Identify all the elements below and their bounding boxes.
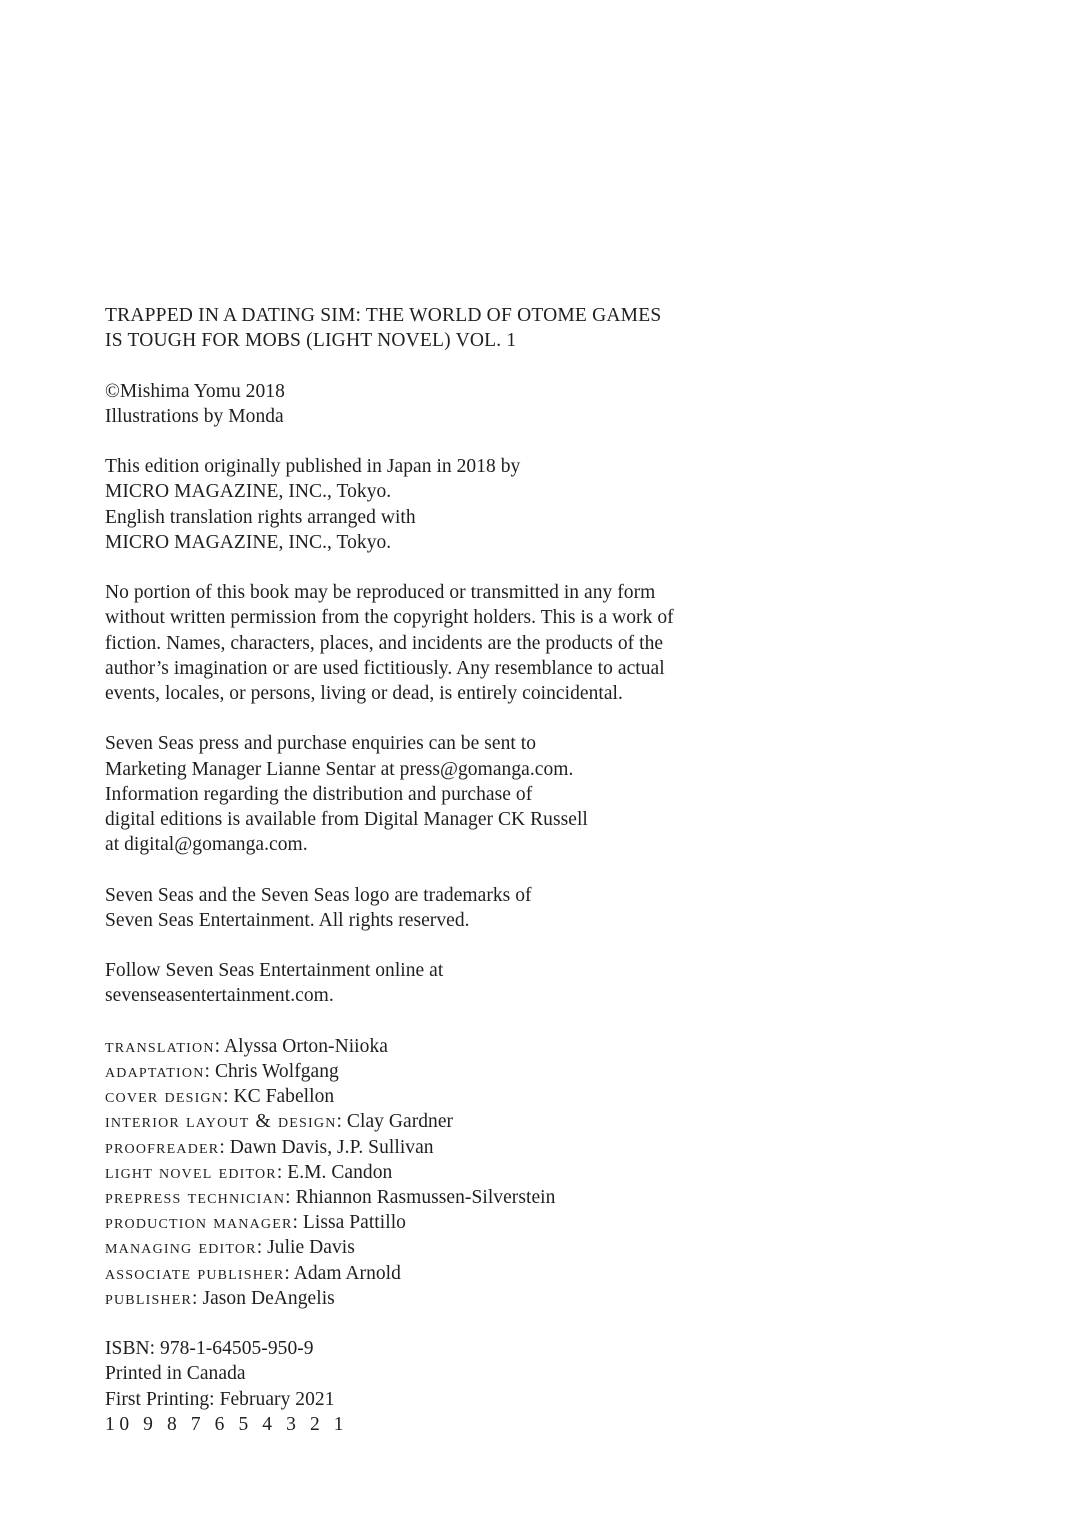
- edition-line: English translation rights arranged with: [105, 506, 416, 528]
- credit-separator: :: [223, 1086, 234, 1108]
- contact-line: Information regarding the distribution and purchase of: [105, 783, 533, 805]
- credit-name: Lissa Pattillo: [302, 1212, 406, 1234]
- credit-line: [105, 1210, 745, 1235]
- credit-name: KC Fabellon: [233, 1086, 335, 1108]
- illustrator-line: Illustrations by Monda: [105, 405, 284, 427]
- credit-name: Chris Wolfgang: [214, 1060, 339, 1082]
- isbn-line: ISBN: 978-1-64505-950-9: [105, 1338, 314, 1360]
- credit-role: adaptation: [105, 1060, 205, 1082]
- credit-name: Jason DeAngelis: [202, 1287, 335, 1309]
- edition-line: MICRO MAGAZINE, INC., Tokyo.: [105, 531, 392, 553]
- credit-separator: :: [285, 1187, 296, 1208]
- credit-role: interior layout & design: [105, 1111, 337, 1133]
- credit-name: Alyssa Orton-Niioka: [223, 1035, 388, 1057]
- contact-line: Marketing Manager Lianne Sentar at press@gomanga.com.: [105, 758, 574, 780]
- credit-line: [105, 1109, 745, 1134]
- credit-line: [105, 1286, 745, 1311]
- print-info: [105, 1336, 745, 1437]
- book-title: [105, 303, 745, 353]
- credit-role: cover design: [105, 1086, 224, 1108]
- credit-separator: :: [292, 1212, 303, 1234]
- edition-line: MICRO MAGAZINE, INC., Tokyo.: [105, 481, 392, 503]
- printing-numbers-line: 10 9 8 7 6 5 4 3 2 1: [105, 1413, 349, 1435]
- credits-list: [105, 1034, 745, 1311]
- legal-line: No portion of this book may be reproduced or transmitted in any form: [105, 582, 656, 604]
- credit-role: translation: [105, 1035, 215, 1057]
- credit-name: Julie Davis: [267, 1237, 355, 1259]
- credit-line: [105, 1059, 745, 1084]
- follow-line: Follow Seven Seas Entertainment online at: [105, 960, 444, 982]
- credit-separator: :: [284, 1262, 294, 1284]
- title-line: TRAPPED IN A DATING SIM: THE WORLD OF OTOME GAMES: [105, 305, 662, 326]
- credit-role: proofreader: [105, 1136, 220, 1158]
- edition-notice: [105, 454, 745, 555]
- credit-name: Adam Arnold: [293, 1262, 401, 1284]
- credit-line: [105, 1185, 745, 1210]
- first-printing-line: First Printing: February 2021: [105, 1388, 335, 1410]
- copyright-page: [105, 303, 745, 1462]
- legal-line: without written permission from the copyright holders. This is a work of: [105, 607, 674, 629]
- credit-name: Rhiannon Rasmussen-Silverstein: [295, 1187, 556, 1208]
- credit-name: Dawn Davis, J.P. Sullivan: [229, 1136, 434, 1158]
- legal-line: author’s imagination or are used fictitiously. Any resemblance to actual: [105, 657, 665, 679]
- credit-role: managing editor: [105, 1237, 257, 1259]
- credit-line: [105, 1135, 745, 1160]
- contact-notice: [105, 731, 745, 857]
- credit-line: [105, 1235, 745, 1260]
- credit-separator: :: [204, 1060, 215, 1082]
- credit-separator: :: [214, 1035, 224, 1057]
- follow-notice: [105, 958, 745, 1008]
- printed-in-line: Printed in Canada: [105, 1363, 246, 1385]
- trademark-line: Seven Seas and the Seven Seas logo are trademarks of: [105, 884, 532, 906]
- title-line: IS TOUGH FOR MOBS (LIGHT NOVEL) VOL. 1: [105, 330, 517, 352]
- credit-separator: :: [336, 1111, 347, 1133]
- website-line: sevenseasentertainment.com.: [105, 985, 334, 1007]
- credit-separator: :: [219, 1136, 230, 1158]
- credit-name: Clay Gardner: [346, 1111, 454, 1133]
- trademark-line: Seven Seas Entertainment. All rights reserved.: [105, 909, 470, 931]
- credit-line: [105, 1034, 745, 1059]
- credit-role: light novel editor: [105, 1161, 277, 1183]
- credit-separator: :: [192, 1287, 203, 1309]
- legal-line: events, locales, or persons, living or dead, is entirely coincidental.: [105, 683, 623, 704]
- legal-line: fiction. Names, characters, places, and incidents are the products of the: [105, 632, 664, 654]
- copyright-notice: [105, 379, 745, 429]
- credit-role: publisher: [105, 1287, 193, 1309]
- trademark-notice: [105, 883, 745, 933]
- copyright-line: ©Mishima Yomu 2018: [105, 380, 285, 402]
- credit-separator: :: [276, 1161, 288, 1183]
- credit-role: production manager: [105, 1212, 293, 1234]
- credit-name: E.M. Candon: [287, 1161, 393, 1183]
- contact-line: digital editions is available from Digital Manager CK Russell: [105, 809, 588, 830]
- credit-line: [105, 1160, 745, 1185]
- credit-role: prepress technician: [105, 1187, 286, 1208]
- legal-notice: [105, 580, 745, 706]
- credit-line: [105, 1261, 745, 1286]
- credit-line: [105, 1084, 745, 1109]
- edition-line: This edition originally published in Japan in 2018 by: [105, 456, 521, 478]
- credit-separator: :: [256, 1237, 268, 1259]
- contact-line: Seven Seas press and purchase enquiries can be sent to: [105, 733, 537, 755]
- contact-line: at digital@gomanga.com.: [105, 834, 308, 856]
- credit-role: associate publisher: [105, 1262, 285, 1284]
